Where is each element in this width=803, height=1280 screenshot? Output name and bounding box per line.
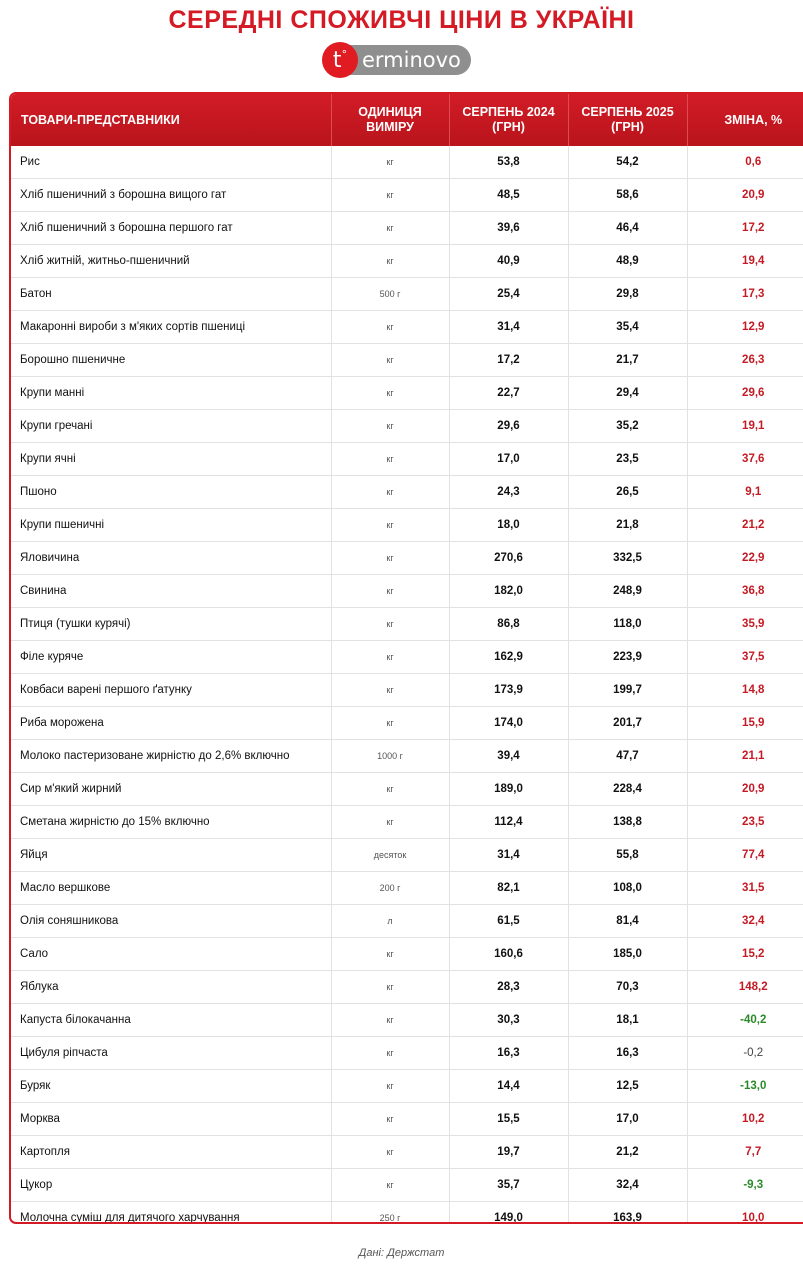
product-name: Хліб житній, житньо-пшеничний [11,245,331,278]
table-row [11,608,803,641]
change-percent: 26,3 [687,344,803,377]
price-2024: 48,5 [449,179,568,212]
unit-cell: 200 г [331,872,449,905]
unit-cell: кг [331,707,449,740]
price-2024: 16,3 [449,1037,568,1070]
price-2025: 55,8 [568,839,687,872]
price-2025: 54,2 [568,146,687,179]
unit-cell: кг [331,1004,449,1037]
product-name: Крупи гречані [11,410,331,443]
price-2025: 32,4 [568,1169,687,1202]
source-note: Дані: Держстат [358,1247,445,1259]
header-unit: ОДИНИЦЯ ВИМІРУ [331,94,449,146]
table-row [11,575,803,608]
table-row [11,1136,803,1169]
product-name: Яблука [11,971,331,1004]
price-2025: 81,4 [568,905,687,938]
price-2024: 25,4 [449,278,568,311]
price-2025: 16,3 [568,1037,687,1070]
table-row [11,311,803,344]
header-change: ЗМІНА, % [687,94,803,146]
unit-cell: кг [331,410,449,443]
unit-cell: кг [331,212,449,245]
change-percent: 17,2 [687,212,803,245]
change-percent: 31,5 [687,872,803,905]
unit-cell: кг [331,674,449,707]
change-percent: 17,3 [687,278,803,311]
price-2025: 138,8 [568,806,687,839]
change-percent: 32,4 [687,905,803,938]
table-body [11,146,803,1224]
table-row [11,344,803,377]
price-2025: 48,9 [568,245,687,278]
product-name: Хліб пшеничний з борошна вищого гат [11,179,331,212]
price-2024: 35,7 [449,1169,568,1202]
product-name: Ковбаси варені першого ґатунку [11,674,331,707]
logo-letter: t [332,47,342,73]
product-name: Рис [11,146,331,179]
change-percent: 0,6 [687,146,803,179]
price-2024: 15,5 [449,1103,568,1136]
price-2024: 22,7 [449,377,568,410]
unit-cell: кг [331,1037,449,1070]
price-2025: 35,2 [568,410,687,443]
product-name: Олія соняшникова [11,905,331,938]
table-row [11,905,803,938]
price-2025: 23,5 [568,443,687,476]
change-percent: 21,2 [687,509,803,542]
header-aug-2025: СЕРПЕНЬ 2025 (ГРН) [568,94,687,146]
unit-cell: кг [331,806,449,839]
product-name: Крупи ячні [11,443,331,476]
unit-cell: кг [331,542,449,575]
logo-badge [322,42,358,78]
unit-cell: кг [331,377,449,410]
product-name: Крупи манні [11,377,331,410]
unit-cell: кг [331,146,449,179]
price-2025: 248,9 [568,575,687,608]
table-row [11,674,803,707]
unit-cell: кг [331,938,449,971]
table-row [11,212,803,245]
price-2024: 174,0 [449,707,568,740]
change-percent: 22,9 [687,542,803,575]
product-name: Борошно пшеничне [11,344,331,377]
unit-cell: 500 г [331,278,449,311]
price-2025: 108,0 [568,872,687,905]
product-name: Пшоно [11,476,331,509]
price-2025: 21,2 [568,1136,687,1169]
unit-cell: кг [331,1070,449,1103]
price-2025: 223,9 [568,641,687,674]
price-2024: 270,6 [449,542,568,575]
change-percent: 36,8 [687,575,803,608]
change-percent: 77,4 [687,839,803,872]
product-name: Буряк [11,1070,331,1103]
price-2025: 185,0 [568,938,687,971]
table-row [11,806,803,839]
table-row [11,245,803,278]
price-2024: 17,0 [449,443,568,476]
unit-cell: кг [331,245,449,278]
price-2025: 332,5 [568,542,687,575]
change-percent: -40,2 [687,1004,803,1037]
price-2025: 201,7 [568,707,687,740]
unit-cell: кг [331,575,449,608]
change-percent: 29,6 [687,377,803,410]
table-row [11,146,803,179]
table-row [11,1169,803,1202]
product-name: Цибуля ріпчаста [11,1037,331,1070]
table-row [11,707,803,740]
product-name: Сир м'який жирний [11,773,331,806]
price-2024: 29,6 [449,410,568,443]
price-2025: 228,4 [568,773,687,806]
unit-cell: кг [331,1169,449,1202]
price-2024: 86,8 [449,608,568,641]
price-2025: 58,6 [568,179,687,212]
unit-cell: кг [331,443,449,476]
price-2025: 18,1 [568,1004,687,1037]
unit-cell: кг [331,476,449,509]
price-2024: 14,4 [449,1070,568,1103]
table-row [11,971,803,1004]
product-name: Капуста білокачанна [11,1004,331,1037]
price-2025: 29,8 [568,278,687,311]
change-percent: 37,5 [687,641,803,674]
table-row [11,1070,803,1103]
product-name: Хліб пшеничний з борошна першого гат [11,212,331,245]
product-name: Риба морожена [11,707,331,740]
price-2025: 199,7 [568,674,687,707]
product-name: Картопля [11,1136,331,1169]
unit-cell: 250 г [331,1202,449,1225]
price-2025: 29,4 [568,377,687,410]
product-name: Цукор [11,1169,331,1202]
price-2024: 30,3 [449,1004,568,1037]
price-2025: 118,0 [568,608,687,641]
price-2024: 189,0 [449,773,568,806]
change-percent: 15,2 [687,938,803,971]
table-row [11,938,803,971]
price-2025: 70,3 [568,971,687,1004]
price-2024: 82,1 [449,872,568,905]
unit-cell: кг [331,641,449,674]
price-2024: 160,6 [449,938,568,971]
unit-cell: кг [331,509,449,542]
table-row [11,872,803,905]
price-2024: 53,8 [449,146,568,179]
change-percent: 37,6 [687,443,803,476]
product-name: Сметана жирністю до 15% включно [11,806,331,839]
table-row [11,278,803,311]
price-2024: 31,4 [449,839,568,872]
change-percent: 20,9 [687,773,803,806]
change-percent: -0,2 [687,1037,803,1070]
price-2025: 17,0 [568,1103,687,1136]
price-2024: 182,0 [449,575,568,608]
price-2024: 162,9 [449,641,568,674]
product-name: Яловичина [11,542,331,575]
unit-cell: кг [331,344,449,377]
price-2024: 28,3 [449,971,568,1004]
change-percent: 9,1 [687,476,803,509]
terminovo-logo [322,42,471,78]
change-percent: 19,4 [687,245,803,278]
table-row [11,1202,803,1225]
table-row [11,1004,803,1037]
price-2024: 17,2 [449,344,568,377]
change-percent: 148,2 [687,971,803,1004]
change-percent: 35,9 [687,608,803,641]
unit-cell: кг [331,311,449,344]
logo-wordmark: erminovo [346,45,471,75]
unit-cell: кг [331,608,449,641]
table-header-row [11,94,803,146]
price-2025: 163,9 [568,1202,687,1225]
table-row [11,476,803,509]
price-2024: 39,4 [449,740,568,773]
table-row [11,443,803,476]
price-2024: 112,4 [449,806,568,839]
price-2024: 18,0 [449,509,568,542]
product-name: Молоко пастеризоване жирністю до 2,6% включно [11,740,331,773]
table-row [11,377,803,410]
prices-table-container [9,92,803,1224]
change-percent: 10,0 [687,1202,803,1225]
page-title: СЕРЕДНІ СПОЖИВЧІ ЦІНИ В УКРАЇНІ [168,6,635,34]
price-2024: 39,6 [449,212,568,245]
product-name: Крупи пшеничні [11,509,331,542]
change-percent: 21,1 [687,740,803,773]
price-2024: 61,5 [449,905,568,938]
unit-cell: кг [331,179,449,212]
unit-cell: кг [331,971,449,1004]
change-percent: -13,0 [687,1070,803,1103]
price-2025: 35,4 [568,311,687,344]
logo-degree: ° [341,47,348,61]
header-products: ТОВАРИ-ПРЕДСТАВНИКИ [11,94,331,146]
product-name: Батон [11,278,331,311]
table-row [11,509,803,542]
change-percent: -9,3 [687,1169,803,1202]
product-name: Макаронні вироби з м'яких сортів пшениці [11,311,331,344]
unit-cell: л [331,905,449,938]
price-2025: 26,5 [568,476,687,509]
change-percent: 12,9 [687,311,803,344]
price-2025: 21,8 [568,509,687,542]
unit-cell: кг [331,1103,449,1136]
change-percent: 15,9 [687,707,803,740]
change-percent: 14,8 [687,674,803,707]
header-aug-2024: СЕРПЕНЬ 2024 (ГРН) [449,94,568,146]
price-2024: 40,9 [449,245,568,278]
change-percent: 23,5 [687,806,803,839]
table-row [11,740,803,773]
change-percent: 7,7 [687,1136,803,1169]
price-2024: 24,3 [449,476,568,509]
price-2024: 19,7 [449,1136,568,1169]
product-name: Свинина [11,575,331,608]
prices-table [11,94,803,1224]
product-name: Молочна суміш для дитячого харчування [11,1202,331,1225]
change-percent: 19,1 [687,410,803,443]
unit-cell: кг [331,773,449,806]
price-2025: 47,7 [568,740,687,773]
product-name: Птиця (тушки курячі) [11,608,331,641]
change-percent: 10,2 [687,1103,803,1136]
price-2025: 21,7 [568,344,687,377]
table-row [11,773,803,806]
price-2024: 31,4 [449,311,568,344]
table-row [11,179,803,212]
price-2025: 12,5 [568,1070,687,1103]
price-2025: 46,4 [568,212,687,245]
price-2024: 149,0 [449,1202,568,1225]
unit-cell: 1000 г [331,740,449,773]
change-percent: 20,9 [687,179,803,212]
unit-cell: десяток [331,839,449,872]
table-row [11,410,803,443]
product-name: Яйця [11,839,331,872]
unit-cell: кг [331,1136,449,1169]
table-row [11,1037,803,1070]
price-2024: 173,9 [449,674,568,707]
product-name: Морква [11,1103,331,1136]
table-row [11,641,803,674]
product-name: Сало [11,938,331,971]
table-row [11,1103,803,1136]
table-row [11,542,803,575]
table-row [11,839,803,872]
product-name: Філе куряче [11,641,331,674]
product-name: Масло вершкове [11,872,331,905]
